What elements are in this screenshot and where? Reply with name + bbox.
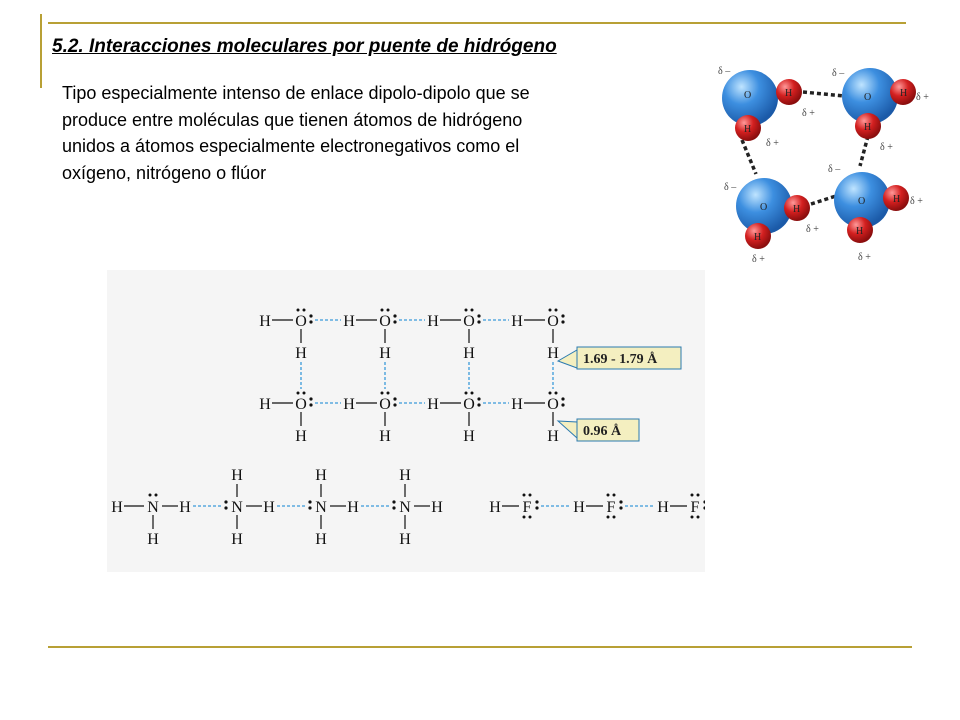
lone-pair-dot (523, 516, 526, 519)
lone-pair-dot (549, 309, 552, 312)
delta-plus-label: δ + (858, 252, 871, 263)
atom-h: H (179, 499, 191, 516)
lone-pair-dot (561, 403, 564, 406)
atom-h-label: H (864, 122, 872, 133)
lone-pair-dot (529, 494, 532, 497)
atom-h-label: H (893, 194, 901, 205)
atom-o-label: O (760, 202, 768, 213)
hbond-structural-figure (107, 270, 705, 572)
atom-o-label: O (744, 90, 752, 101)
atom-h: H (259, 313, 271, 330)
atom-h: H (147, 531, 159, 548)
atom-h: H (657, 499, 669, 516)
water-hbond-model-illustration (698, 58, 942, 268)
atom-h: H (315, 467, 327, 484)
atom-h: H (295, 345, 307, 362)
atom-n: N (147, 499, 159, 516)
lone-pair-dot (393, 403, 396, 406)
delta-minus-label: δ – (724, 182, 737, 193)
lone-pair-dot (465, 309, 468, 312)
lone-pair-dot (465, 392, 468, 395)
hbond-distance-label: 1.69 - 1.79 Å (583, 352, 658, 367)
lone-pair-dot (613, 494, 616, 497)
lone-pair-dot (393, 314, 396, 317)
lone-pair-dot (697, 516, 700, 519)
lone-pair-dot (308, 506, 311, 509)
atom-h-label: H (900, 88, 908, 99)
atom-h: H (259, 396, 271, 413)
atom-o: O (295, 313, 307, 330)
lone-pair-dot (477, 397, 480, 400)
lone-pair-dot (697, 494, 700, 497)
lone-pair-dot (477, 314, 480, 317)
atom-h: H (547, 345, 559, 362)
slide-body-text: Tipo especialmente intenso de enlace dipolo-dipolo que se produce entre moléculas que tienen átomos de hidrógeno unidos a átomos especialmente electronegativos como el oxígeno, nitrógeno o flúor (62, 83, 530, 183)
lone-pair-dot (471, 309, 474, 312)
atom-h: H (347, 499, 359, 516)
delta-plus-label: δ + (910, 196, 923, 207)
lone-pair-dot (393, 397, 396, 400)
atom-h: H (315, 531, 327, 548)
lone-pair-dot (555, 309, 558, 312)
atom-h: H (463, 345, 475, 362)
water-molecule-1 (718, 66, 815, 149)
lone-pair-dot (555, 392, 558, 395)
lone-pair-dot (224, 506, 227, 509)
lone-pair-dot (535, 500, 538, 503)
atom-o: O (463, 313, 475, 330)
lone-pair-dot (561, 320, 564, 323)
delta-plus-label: δ + (806, 224, 819, 235)
lone-pair-dot (691, 516, 694, 519)
atom-h: H (263, 499, 275, 516)
atom-o: O (463, 396, 475, 413)
atom-h: H (547, 428, 559, 445)
lone-pair-dot (309, 320, 312, 323)
lone-pair-dot (613, 516, 616, 519)
lone-pair-dot (561, 314, 564, 317)
atom-o: O (379, 396, 391, 413)
atom-o: O (295, 396, 307, 413)
lone-pair-dot (308, 500, 311, 503)
atom-o-label: O (858, 196, 866, 207)
atom-h: H (427, 396, 439, 413)
top-left-tick (40, 14, 42, 88)
atom-h: H (379, 345, 391, 362)
atom-f: F (606, 499, 616, 516)
water-molecule-2 (832, 68, 929, 153)
atom-n: N (315, 499, 327, 516)
delta-plus-label: δ + (766, 138, 779, 149)
lone-pair-dot (523, 494, 526, 497)
atom-h: H (511, 313, 523, 330)
lone-pair-dot (381, 309, 384, 312)
delta-plus-label: δ + (880, 142, 893, 153)
lone-pair-dot (471, 392, 474, 395)
lone-pair-dot (392, 500, 395, 503)
delta-plus-label: δ + (752, 254, 765, 265)
atom-h: H (295, 428, 307, 445)
lone-pair-dot (309, 397, 312, 400)
atom-h: H (573, 499, 585, 516)
lone-pair-dot (387, 392, 390, 395)
lone-pair-dot (309, 314, 312, 317)
atom-o: O (547, 396, 559, 413)
delta-minus-label: δ – (828, 164, 841, 175)
atom-o: O (547, 313, 559, 330)
atom-h: H (427, 313, 439, 330)
lone-pair-dot (309, 403, 312, 406)
atom-h: H (511, 396, 523, 413)
lone-pair-dot (297, 392, 300, 395)
hbond-distance-callout (558, 347, 681, 369)
atom-h: H (399, 467, 411, 484)
delta-plus-label: δ + (802, 108, 815, 119)
atom-h: H (463, 428, 475, 445)
atom-h: H (343, 313, 355, 330)
lone-pair-dot (619, 506, 622, 509)
lone-pair-dot (529, 516, 532, 519)
lone-pair-dot (477, 320, 480, 323)
lone-pair-dot (535, 506, 538, 509)
lone-pair-dot (303, 309, 306, 312)
lone-pair-dot (549, 392, 552, 395)
atom-o-label: O (864, 92, 872, 103)
lone-pair-dot (224, 500, 227, 503)
atom-h-label: H (754, 232, 762, 243)
lone-pair-dot (392, 506, 395, 509)
atom-f: F (522, 499, 532, 516)
lone-pair-dot (155, 494, 158, 497)
atom-h-label: H (785, 88, 793, 99)
lone-pair-dot (297, 309, 300, 312)
water-molecule-4 (828, 164, 923, 263)
atom-h: H (399, 531, 411, 548)
atom-n: N (399, 499, 411, 516)
atom-h: H (431, 499, 443, 516)
lone-pair-dot (381, 392, 384, 395)
lone-pair-dot (691, 494, 694, 497)
lone-pair-dot (619, 500, 622, 503)
water-molecule-3 (724, 178, 819, 265)
atom-h: H (379, 428, 391, 445)
top-rule (48, 22, 906, 24)
atom-f: F (690, 499, 700, 516)
lone-pair-dot (561, 397, 564, 400)
slide-title: 5.2. Interacciones moleculares por puente de hidrógeno (52, 36, 557, 57)
lone-pair-dot (387, 309, 390, 312)
lone-pair-dot (607, 494, 610, 497)
atom-h: H (231, 467, 243, 484)
covalent-distance-label: 0.96 Å (583, 424, 622, 439)
atom-h-label: H (856, 226, 864, 237)
delta-plus-label: δ + (916, 92, 929, 103)
delta-minus-label: δ – (832, 68, 845, 79)
lone-pair-dot (303, 392, 306, 395)
atom-h: H (231, 531, 243, 548)
atom-o: O (379, 313, 391, 330)
atom-h-label: H (793, 204, 801, 215)
atom-h-label: H (744, 124, 752, 135)
lone-pair-dot (149, 494, 152, 497)
atom-n: N (231, 499, 243, 516)
bottom-rule (48, 646, 912, 648)
lone-pair-dot (393, 320, 396, 323)
atom-h: H (489, 499, 501, 516)
atom-h: H (343, 396, 355, 413)
lone-pair-dot (607, 516, 610, 519)
atom-h: H (111, 499, 123, 516)
delta-minus-label: δ – (718, 66, 731, 77)
lone-pair-dot (477, 403, 480, 406)
